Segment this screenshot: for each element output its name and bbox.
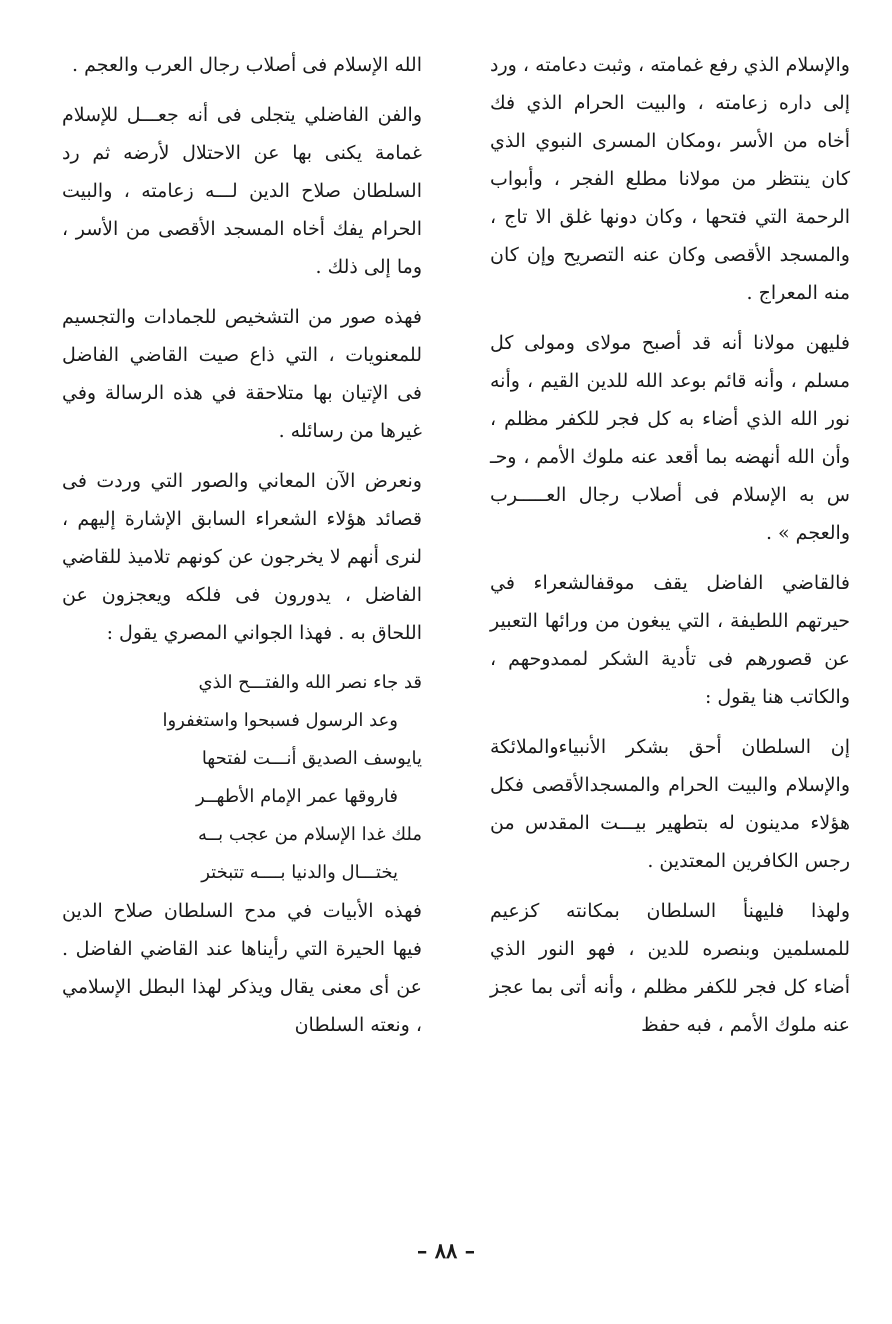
right-column <box>490 46 850 1056</box>
paragraph: فالقاضي الفاضل يقف موقفالشعراء في حيرتهم اللطيفة ، التي يبغون من ورائها التعبير عن قصورهم فى تأدية الشكر لممدوحهم ، والكاتب هنا يقول : <box>490 572 850 708</box>
poem-verses <box>62 664 422 892</box>
verse-line: ملك غدا الإسلام من عجب بــه <box>197 824 422 845</box>
paragraph: فليهن مولانا أنه قد أصبح مولاى ومولى كل مسلم ، وأنه قائم بوعد الله للدين القيم ، وأنه نور الله الذي أضاء به كل فجر للكفر مظلم ، وأن الله أنهضه بما أقعد عنه ملوك الأمم ، وحـ س به الإسلام فى أصلاب رجال العـــــرب والعجم » . <box>490 332 850 544</box>
verse-line: يختـــال والدنيا بــــه تتبختر <box>201 862 398 883</box>
page-number: – ٨٨ – <box>416 1238 476 1263</box>
paragraph: إن السلطان أحق بشكر الأنبياءوالملائكة والإسلام والبيت الحرام والمسجدالأقصى فكل هؤلاء مدينون له بتطهير بيـــت المقدس من رجس الكافرين المعتدين . <box>490 736 850 872</box>
paragraph: فهذه صور من التشخيص للجمادات والتجسيم للمعنويات ، التي ذاع صيت القاضي الفاضل فى الإتيان بها متلاحقة في هذه الرسالة وفي غيرها من رسائله . <box>62 306 422 442</box>
left-column <box>62 46 422 1056</box>
paragraph: ولهذا فليهنأ السلطان بمكانته كزعيم للمسلمين وبنصره للدين ، فهو النور الذي أضاء كل فجر للكفر مظلم ، وأنه أتى بما عجز عنه ملوك الأمم ، فبه حفظ <box>490 900 850 1036</box>
verse-line: يايوسف الصديق أنـــت لفتحها <box>201 748 422 769</box>
paragraph: والفن الفاضلي يتجلى فى أنه جعـــل للإسلام غمامة يكنى بها عن الاحتلال لأرضه ثم رد السلطان صلاح الدين لـــه زعامته ، والبيت الحرام يفك أخاه المسجد الأقصى من الأسر ، وما إلى ذلك . <box>62 104 422 278</box>
paragraph: فهذه الأبيات في مدح السلطان صلاح الدين فيها الحيرة التي رأيناها عند القاضي الفاضل . عن أى معنى يقال ويذكر لهذا البطل الإسلامي ، ونعته السلطان <box>62 900 422 1036</box>
paragraph: ونعرض الآن المعاني والصور التي وردت فى قصائد هؤلاء الشعراء السابق الإشارة إليهم ، لنرى أنهم لا يخرجون عن كونهم تلاميذ للقاضي الفاضل ، يدورون فى فلكه ويعجزون عن اللحاق به . فهذا الجواني المصري يقول : <box>62 470 422 644</box>
verse-line: فاروقها عمر الإمام الأطهــر <box>195 786 398 807</box>
paragraph: والإسلام الذي رفع غمامته ، وثبت دعامته ، ورد إلى داره زعامته ، والبيت الحرام الذي فك أخاه من الأسر ،ومكان المسرى النبوي الذي كان ينتظر من مولانا مطلع الفجر ، وأبواب الرحمة التي فتحها ، وكان دونها غلق الا تاج ، والمسجد الأقصى وكان عنه التصريح وإن كان منه المعراج . <box>490 54 850 304</box>
paragraph: الله الإسلام فى أصلاب رجال العرب والعجم . <box>72 54 422 76</box>
verse-line: وعد الرسول فسبحوا واستغفروا <box>162 710 398 731</box>
verse-line: قد جاء نصر الله والفتـــح الذي <box>198 672 422 693</box>
